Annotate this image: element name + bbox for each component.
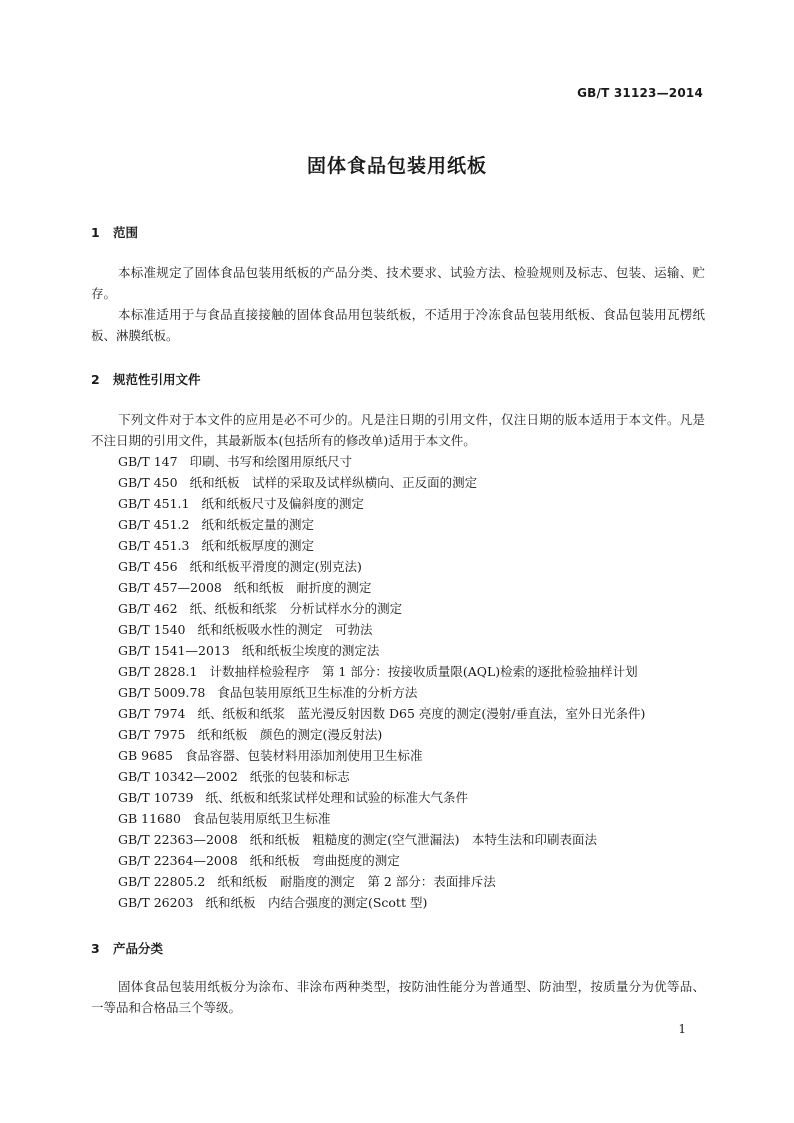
reference-title: 纸和纸板 颜色的测定(漫反射法) <box>197 727 383 742</box>
reference-code: GB/T 7974 <box>118 706 186 721</box>
section-number: 1 <box>91 225 100 240</box>
reference-item <box>118 682 645 703</box>
reference-item <box>118 850 645 871</box>
reference-item <box>118 451 645 472</box>
reference-code: GB/T 1540 <box>118 622 186 637</box>
reference-code: GB/T 10342—2002 <box>118 769 238 784</box>
reference-item <box>118 598 645 619</box>
reference-code: GB/T 5009.78 <box>118 685 206 700</box>
standard-code: GB/T 31123—2014 <box>577 86 703 100</box>
reference-code: GB/T 457—2008 <box>118 580 222 595</box>
reference-code: GB/T 22363—2008 <box>118 832 238 847</box>
reference-item <box>118 556 645 577</box>
reference-item <box>118 871 645 892</box>
reference-title: 纸和纸板尘埃度的测定法 <box>241 643 380 658</box>
section-3-heading <box>91 939 163 957</box>
reference-code: GB/T 22805.2 <box>118 874 206 889</box>
reference-item <box>118 892 645 913</box>
reference-item <box>118 766 645 787</box>
section-1-paragraph-2: 本标准适用于与食品直接接触的固体食品用包装纸板，不适用于冷冻食品包装用纸板、食品包装用瓦楞纸板、淋膜纸板。 <box>91 307 705 343</box>
reference-item <box>118 640 645 661</box>
section-title: 产品分类 <box>113 941 164 956</box>
reference-code: GB/T 451.1 <box>118 496 190 511</box>
reference-title: 食品包装用原纸卫生标准的分析方法 <box>217 685 418 700</box>
section-1-heading <box>91 223 138 241</box>
reference-code: GB/T 26203 <box>118 895 194 910</box>
reference-code: GB/T 22364—2008 <box>118 853 238 868</box>
reference-title: 食品容器、包装材料用添加剂使用卫生标准 <box>184 748 423 763</box>
reference-title: 纸、纸板和纸浆 分析试样水分的测定 <box>189 601 403 616</box>
reference-item <box>118 514 645 535</box>
reference-code: GB 11680 <box>118 811 181 826</box>
reference-item <box>118 619 645 640</box>
reference-item <box>118 787 645 808</box>
reference-item <box>118 808 645 829</box>
section-2-heading <box>91 370 201 388</box>
reference-code: GB/T 451.3 <box>118 538 190 553</box>
reference-title: 纸和纸板 粗糙度的测定(空气泄漏法) 本特生法和印刷表面法 <box>249 832 598 847</box>
reference-code: GB/T 1541—2013 <box>118 643 230 658</box>
section-3-paragraph-1: 固体食品包装用纸板分为涂布、非涂布两种类型，按防油性能分为普通型、防油型，按质量分为优等品、一等品和合格品三个等级。 <box>91 979 705 1015</box>
reference-code: GB/T 147 <box>118 454 178 469</box>
reference-item <box>118 535 645 556</box>
section-title: 范围 <box>113 225 139 240</box>
document-title: 固体食品包装用纸板 <box>306 155 487 177</box>
reference-title: 纸张的包装和标志 <box>249 769 350 784</box>
reference-title: 纸和纸板定量的测定 <box>201 517 314 532</box>
normative-references-list <box>118 451 645 913</box>
reference-item <box>118 745 645 766</box>
reference-title: 纸和纸板 弯曲挺度的测定 <box>249 853 400 868</box>
reference-title: 纸和纸板吸水性的测定 可勃法 <box>197 622 373 637</box>
reference-title: 纸和纸板平滑度的测定(别克法) <box>189 559 362 574</box>
reference-title: 纸和纸板 试样的采取及试样纵横向、正反面的测定 <box>189 475 478 490</box>
reference-title: 纸、纸板和纸浆 蓝光漫反射因数 D65 亮度的测定(漫射/垂直法，室外日光条件) <box>197 706 646 721</box>
reference-item <box>118 703 645 724</box>
reference-item <box>118 829 645 850</box>
section-number: 3 <box>91 941 100 956</box>
page-number: 1 <box>678 1022 686 1036</box>
reference-code: GB/T 10739 <box>118 790 194 805</box>
reference-item <box>118 493 645 514</box>
reference-title: 纸和纸板尺寸及偏斜度的测定 <box>201 496 364 511</box>
reference-title: 纸和纸板厚度的测定 <box>201 538 314 553</box>
reference-title: 纸和纸板 耐脂度的测定 第 2 部分：表面排斥法 <box>217 874 496 889</box>
reference-code: GB/T 456 <box>118 559 178 574</box>
reference-title: 纸、纸板和纸浆试样处理和试验的标准大气条件 <box>205 790 468 805</box>
reference-title: 食品包装用原纸卫生标准 <box>192 811 331 826</box>
reference-item <box>118 661 645 682</box>
section-title: 规范性引用文件 <box>113 372 201 387</box>
section-number: 2 <box>91 372 100 387</box>
section-2-paragraph-1: 下列文件对于本文件的应用是必不可少的。凡是注日期的引用文件，仅注日期的版本适用于本文件。凡是不注日期的引用文件，其最新版本(包括所有的修改单)适用于本文件。 <box>91 412 705 448</box>
reference-item <box>118 577 645 598</box>
reference-title: 纸和纸板 耐折度的测定 <box>233 580 372 595</box>
reference-code: GB/T 462 <box>118 601 178 616</box>
reference-code: GB/T 7975 <box>118 727 186 742</box>
reference-title: 纸和纸板 内结合强度的测定(Scott 型) <box>205 895 428 910</box>
reference-code: GB/T 450 <box>118 475 178 490</box>
reference-code: GB/T 2828.1 <box>118 664 198 679</box>
reference-code: GB 9685 <box>118 748 173 763</box>
reference-item <box>118 472 645 493</box>
reference-title: 计数抽样检验程序 第 1 部分：按接收质量限(AQL)检索的逐批检验抽样计划 <box>209 664 638 679</box>
reference-item <box>118 724 645 745</box>
reference-title: 印刷、书写和绘图用原纸尺寸 <box>189 454 353 469</box>
section-1-paragraph-1: 本标准规定了固体食品包装用纸板的产品分类、技术要求、试验方法、检验规则及标志、包装、运输、贮存。 <box>91 265 705 301</box>
reference-code: GB/T 451.2 <box>118 517 190 532</box>
